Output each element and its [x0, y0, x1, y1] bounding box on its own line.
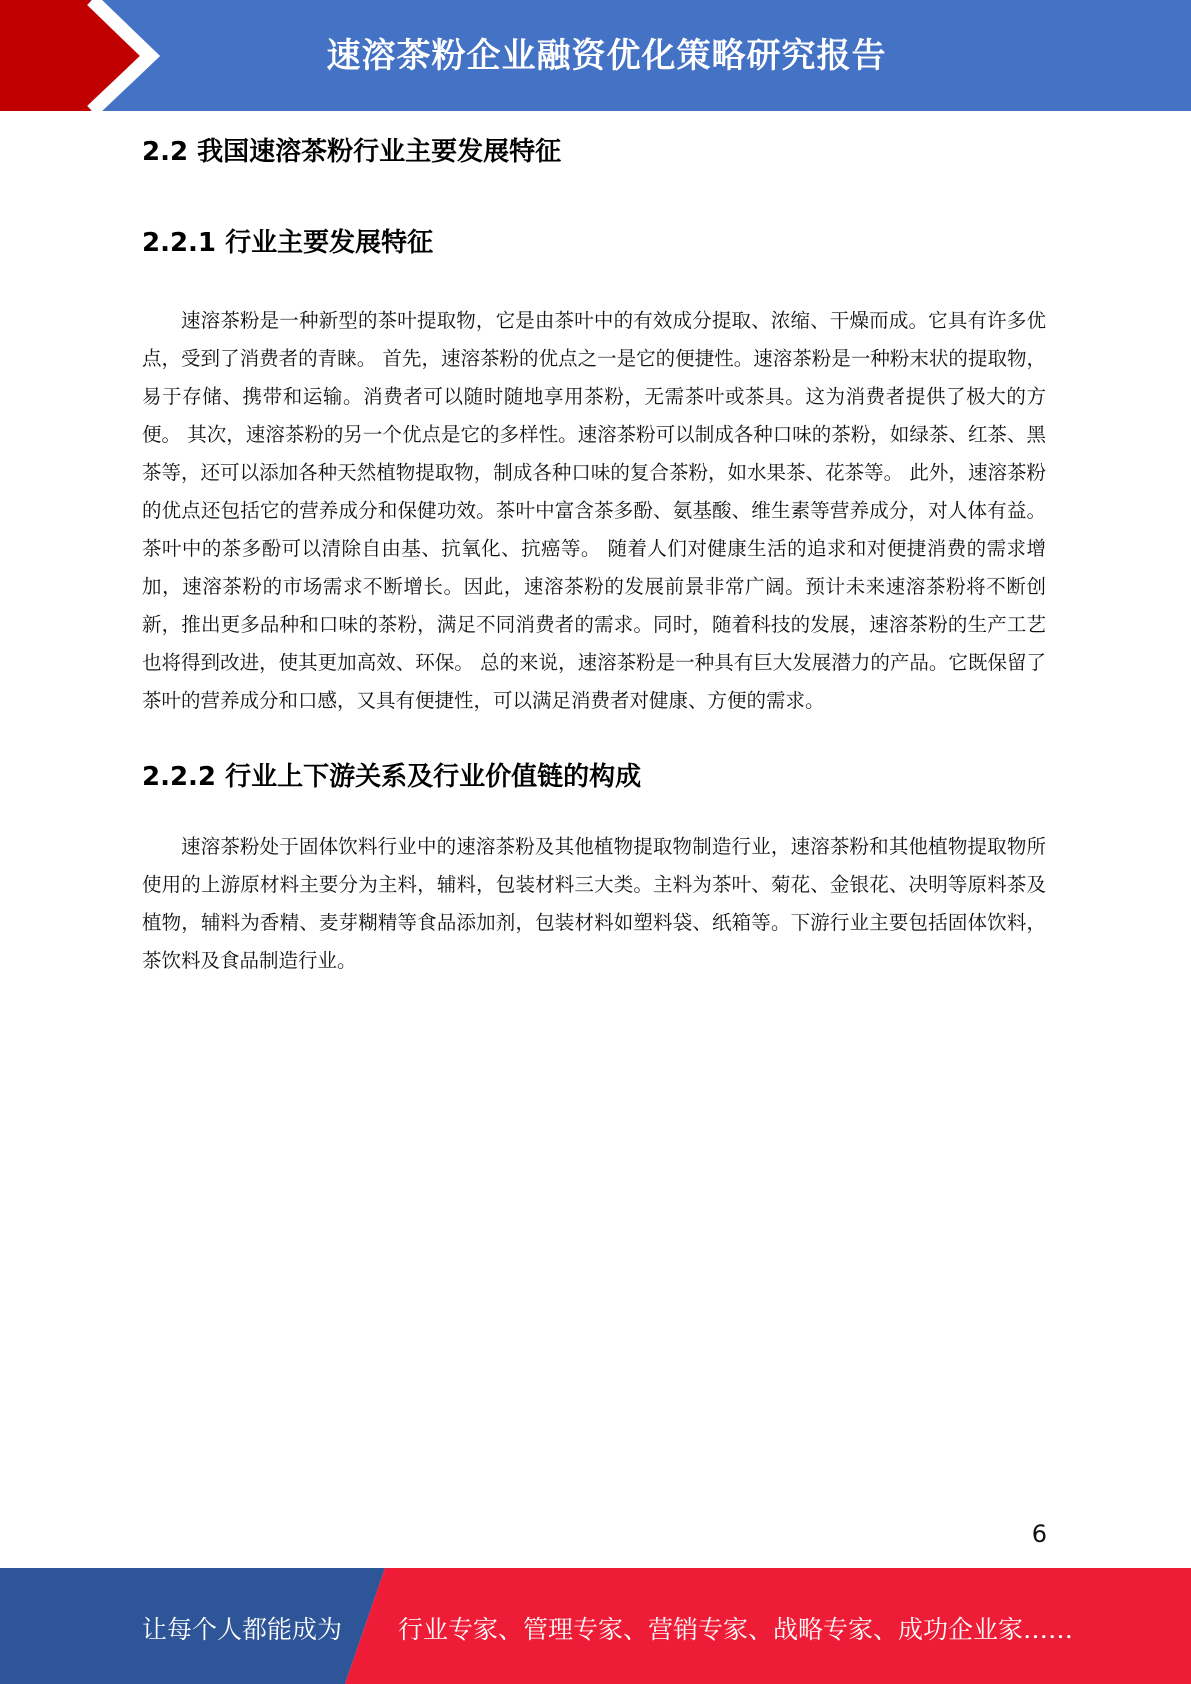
subsection-paragraph-1: 速溶茶粉是一种新型的茶叶提取物，它是由茶叶中的有效成分提取、浓缩、干燥而成。它具有许多优点，受到了消费者的青睐。 首先，速溶茶粉的优点之一是它的便捷性。速溶茶粉是一种粉末状的提取物，易于存储、携带和运输。消费者可以随时随地享用茶粉，无需茶叶或茶具。这为消费者提供了极大的方便。 其次，速溶茶粉的另一个优点是它的多样性。速溶茶粉可以制成各种口味的茶粉，如绿茶、红茶、黑茶等，还可以添加各种天然植物提取物，制成各种口味的复合茶粉，如水果茶、花茶等。 此外，速溶茶粉的优点还包括它的营养成分和保健功效。茶叶中富含茶多酚、氨基酸、维生素等营养成分，对人体有益。茶叶中的茶多酚可以清除自由基、抗氧化、抗癌等。 随着人们对健康生活的追求和对便捷消费的需求增加，速溶茶粉的市场需求不断增长。因此，速溶茶粉的发展前景非常广阔。预计未来速溶茶粉将不断创新，推出更多品种和口味的茶粉，满足不同消费者的需求。同时，随着科技的发展，速溶茶粉的生产工艺也将得到改进，使其更加高效、环保。 总的来说，速溶茶粉是一种具有巨大发展潜力的产品。它既保留了茶叶的营养成分和口感，又具有便捷性，可以满足消费者对健康、方便的需求。 — [142, 309, 1046, 712]
footer-slogan-left: 让每个人都能成为 — [142, 1615, 343, 1644]
page-number: 6 — [1031, 1520, 1047, 1548]
footer-slogan-right: 行业专家、管理专家、营销专家、战略专家、成功企业家…… — [398, 1615, 1074, 1644]
subsection-heading-2: 2.2.2 行业上下游关系及行业价值链的构成 — [142, 762, 642, 792]
subsection-paragraph-2: 速溶茶粉处于固体饮料行业中的速溶茶粉及其他植物提取物制造行业，速溶茶粉和其他植物提取物所使用的上游原材料主要分为主料，辅料，包装材料三大类。主料为茶叶、菊花、金银花、决明等原料茶及植物，辅料为香精、麦芽糊精等食品添加剂，包装材料如塑料袋、纸箱等。下游行业主要包括固体饮料，茶饮料及食品制造行业。 — [142, 835, 1046, 972]
page-header — [0, 0, 1191, 111]
page-footer — [0, 1568, 1191, 1684]
subsection-heading-1: 2.2.1 行业主要发展特征 — [142, 228, 434, 258]
section-heading: 2.2 我国速溶茶粉行业主要发展特征 — [142, 137, 562, 167]
report-title: 速溶茶粉企业融资优化策略研究报告 — [326, 36, 887, 76]
